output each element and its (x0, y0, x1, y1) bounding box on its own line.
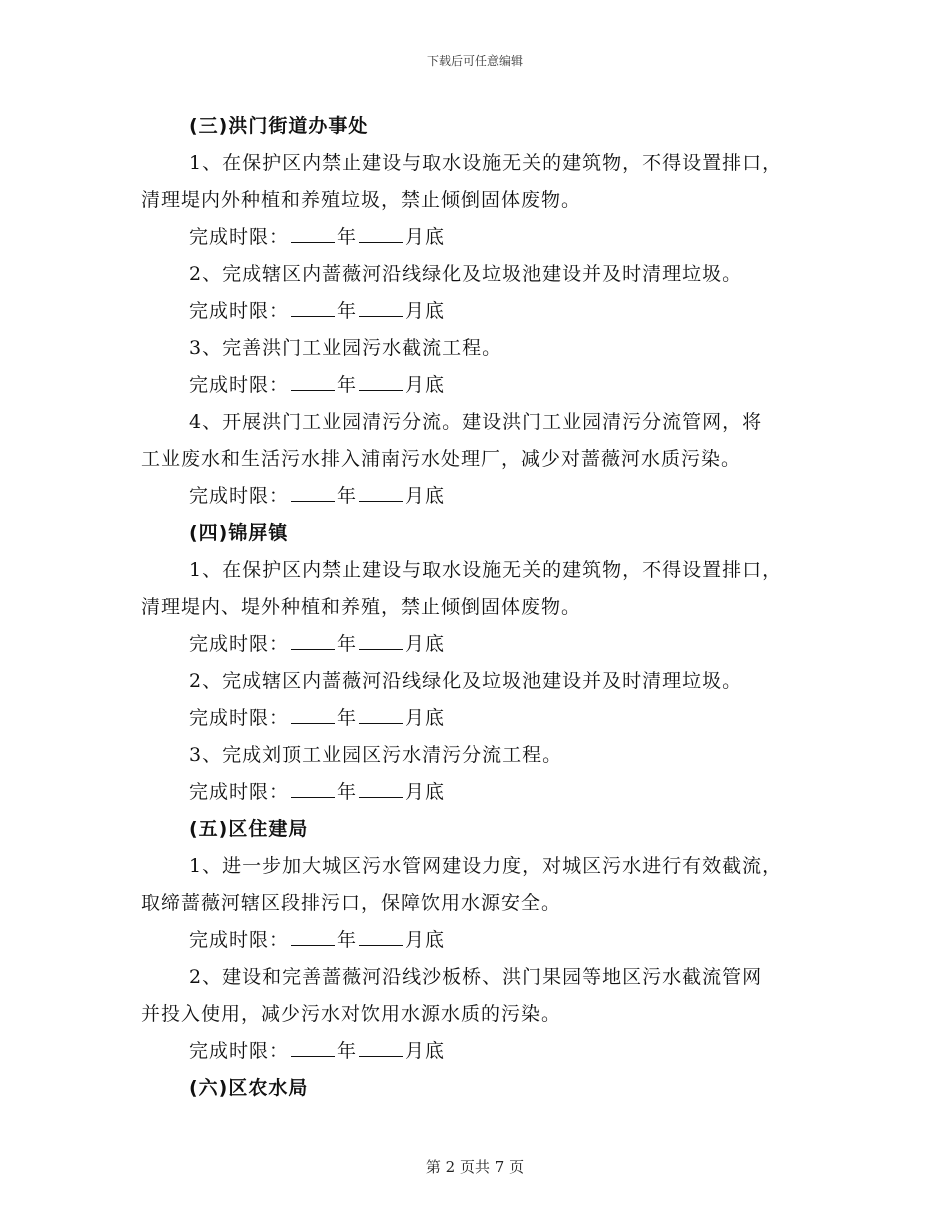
deadline-year: 年 (337, 707, 358, 729)
month-blank (359, 222, 403, 243)
deadline-label: 完成时限： (189, 1040, 290, 1062)
section-heading: (四)锦屏镇 (189, 522, 289, 544)
year-blank (291, 222, 335, 243)
deadline-month: 月底 (405, 226, 446, 248)
deadline-month: 月底 (405, 929, 446, 951)
deadline-month: 月底 (405, 707, 446, 729)
month-blank (359, 777, 403, 798)
document-body (141, 108, 811, 1107)
deadline-line (141, 219, 811, 256)
deadline-label: 完成时限： (189, 633, 290, 655)
deadline-line (141, 478, 811, 515)
paragraph-line: 2、完成辖区内蔷薇河沿线绿化及垃圾池建设并及时清理垃圾。 (189, 263, 743, 285)
deadline-year: 年 (337, 633, 358, 655)
deadline-month: 月底 (405, 1040, 446, 1062)
section-heading: (三)洪门街道办事处 (189, 115, 369, 137)
section-heading: (五)区住建局 (189, 818, 309, 840)
deadline-line (141, 367, 811, 404)
deadline-year: 年 (337, 374, 358, 396)
deadline-month: 月底 (405, 374, 446, 396)
month-blank (359, 1036, 403, 1057)
paragraph-line: 3、完成刘顶工业园区污水清污分流工程。 (189, 744, 563, 766)
paragraph-line: 2、建设和完善蔷薇河沿线沙板桥、洪门果园等地区污水截流管网 (189, 966, 763, 988)
deadline-line (141, 774, 811, 811)
page-header: 下载后可任意编辑 (426, 54, 523, 68)
deadline-month: 月底 (405, 485, 446, 507)
year-blank (291, 703, 335, 724)
month-blank (359, 629, 403, 650)
paragraph-line: 取缔蔷薇河辖区段排污口，保障饮用水源安全。 (141, 892, 562, 914)
year-blank (291, 1036, 335, 1057)
deadline-year: 年 (337, 1040, 358, 1062)
deadline-label: 完成时限： (189, 707, 290, 729)
deadline-line (141, 700, 811, 737)
paragraph-line: 2、完成辖区内蔷薇河沿线绿化及垃圾池建设并及时清理垃圾。 (189, 670, 743, 692)
deadline-month: 月底 (405, 300, 446, 322)
year-blank (291, 370, 335, 391)
deadline-label: 完成时限： (189, 781, 290, 803)
deadline-line (141, 293, 811, 330)
year-blank (291, 925, 335, 946)
month-blank (359, 296, 403, 317)
deadline-year: 年 (337, 781, 358, 803)
section-heading: (六)区农水局 (189, 1077, 309, 1099)
deadline-year: 年 (337, 300, 358, 322)
year-blank (291, 777, 335, 798)
paragraph-line: 1、在保护区内禁止建设与取水设施无关的建筑物，不得设置排口， (189, 559, 783, 581)
month-blank (359, 481, 403, 502)
year-blank (291, 629, 335, 650)
year-blank (291, 296, 335, 317)
deadline-month: 月底 (405, 781, 446, 803)
paragraph-line: 1、进一步加大城区污水管网建设力度，对城区污水进行有效截流， (189, 855, 783, 877)
deadline-year: 年 (337, 485, 358, 507)
paragraph-line: 1、在保护区内禁止建设与取水设施无关的建筑物，不得设置排口， (189, 152, 783, 174)
paragraph-line: 工业废水和生活污水排入浦南污水处理厂，减少对蔷薇河水质污染。 (141, 448, 742, 470)
month-blank (359, 925, 403, 946)
deadline-year: 年 (337, 929, 358, 951)
deadline-year: 年 (337, 226, 358, 248)
deadline-label: 完成时限： (189, 485, 290, 507)
paragraph-line: 清理堤内、堤外种植和养殖，禁止倾倒固体废物。 (141, 596, 582, 618)
deadline-month: 月底 (405, 633, 446, 655)
paragraph-line: 4、开展洪门工业园清污分流。建设洪门工业园清污分流管网，将 (189, 411, 763, 433)
deadline-line (141, 1033, 811, 1070)
deadline-label: 完成时限： (189, 226, 290, 248)
paragraph-line: 清理堤内外种植和养殖垃圾，禁止倾倒固体废物。 (141, 189, 582, 211)
month-blank (359, 703, 403, 724)
deadline-label: 完成时限： (189, 929, 290, 951)
deadline-line (141, 626, 811, 663)
month-blank (359, 370, 403, 391)
paragraph-line: 并投入使用，减少污水对饮用水源水质的污染。 (141, 1003, 562, 1025)
paragraph-line: 3、完善洪门工业园污水截流工程。 (189, 337, 503, 359)
deadline-label: 完成时限： (189, 374, 290, 396)
deadline-label: 完成时限： (189, 300, 290, 322)
deadline-line (141, 922, 811, 959)
page-footer: 第 2 页共 7 页 (425, 1158, 525, 1176)
year-blank (291, 481, 335, 502)
